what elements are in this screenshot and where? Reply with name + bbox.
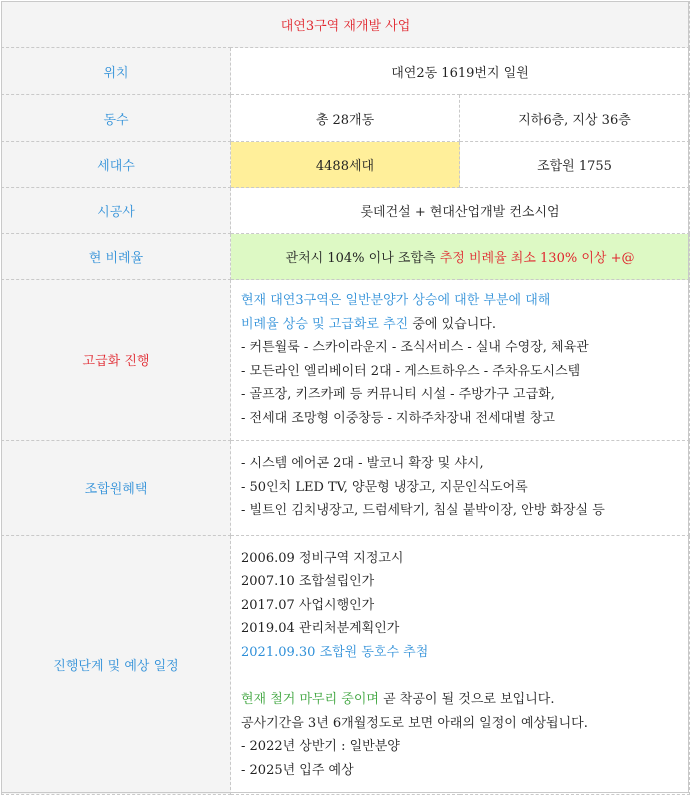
row-households <box>2 142 690 188</box>
premium-highlight: 비례율 상승 및 고급화로 추진 <box>241 316 409 332</box>
label-households: 세대수 <box>2 142 231 188</box>
project-info-table <box>1 1 690 795</box>
label-premium: 고급화 진행 <box>2 280 231 441</box>
ratio-highlight: 추정 비례율 최소 130% 이상 +@ <box>439 251 635 266</box>
value-constructor: 롯데건설 + 현대산업개발 컨소시엄 <box>231 188 690 234</box>
table-title: 대연3구역 재개발 사업 <box>2 2 690 48</box>
history-item: 2007.10 조합설립인가 <box>241 574 375 590</box>
schedule-note: 공사기간을 3년 6개월정도로 보면 아래의 일정이 예상됩니다. <box>241 715 588 731</box>
ratio-text: 관처시 104% 이나 조합측 <box>285 251 440 266</box>
premium-bullet: - 골프장, 키즈카페 등 커뮤니티 시설 - 주방가구 고급화, <box>241 387 555 403</box>
row-constructor <box>2 188 690 234</box>
benefit-bullet: - 빌트인 김치냉장고, 드럼세탁기, 침실 붙박이장, 안방 화장실 등 <box>241 503 605 519</box>
row-ratio <box>2 234 690 280</box>
premium-intro-2 <box>241 313 689 337</box>
value-schedule <box>231 535 690 794</box>
premium-intro: 현재 대연3구역은 일반분양가 상승에 대한 부분에 대해 <box>241 293 551 308</box>
future-item: - 2022년 상반기 : 일반분양 <box>241 739 400 755</box>
row-location <box>2 48 690 95</box>
label-constructor: 시공사 <box>2 188 231 234</box>
history-item: 2017.07 사업시행인가 <box>241 597 375 613</box>
value-building-count: 총 28개동 <box>231 95 460 142</box>
future-item: - 2025년 입주 예상 <box>241 762 354 778</box>
value-floors: 지하6층, 지상 36층 <box>460 95 690 142</box>
benefit-bullet: - 50인치 LED TV, 양문형 냉장고, 지문인식도어록 <box>241 479 528 495</box>
label-ratio: 현 비례율 <box>2 234 231 280</box>
status-suffix: 곧 착공이 될 것으로 보입니다. <box>378 692 555 708</box>
label-benefits: 조합원혜택 <box>2 440 231 535</box>
row-schedule <box>2 535 690 794</box>
premium-bullet: - 전세대 조망형 이중창등 - 지하주차장내 전세대별 창고 <box>241 410 555 426</box>
value-ratio <box>231 234 690 280</box>
value-location: 대연2동 1619번지 일원 <box>231 48 690 95</box>
value-household-count: 4488세대 <box>231 142 460 188</box>
value-premium <box>231 280 690 441</box>
row-premium <box>2 280 690 441</box>
value-members: 조합원 1755 <box>460 142 690 188</box>
premium-suffix: 중에 있습니다. <box>408 316 496 332</box>
benefit-bullet: - 시스템 에어콘 2대 - 발코니 확장 및 샤시, <box>241 456 484 472</box>
spacer <box>241 665 689 689</box>
history-item: 2019.04 관리처분계획인가 <box>241 621 400 637</box>
history-item: 2006.09 정비구역 지정고시 <box>241 550 404 566</box>
row-buildings <box>2 95 690 142</box>
row-benefits <box>2 440 690 535</box>
label-buildings: 동수 <box>2 95 231 142</box>
label-schedule: 진행단계 및 예상 일정 <box>2 535 231 794</box>
value-benefits <box>231 440 690 535</box>
status-highlight: 현재 철거 마무리 중이며 <box>241 692 379 708</box>
status-line <box>241 688 689 712</box>
premium-bullet: - 커튼월룩 - 스카이라운지 - 조식서비스 - 실내 수영장, 체육관 <box>241 340 589 356</box>
premium-bullet: - 모든라인 엘리베이터 2대 - 게스트하우스 - 주차유도시스템 <box>241 363 581 379</box>
history-item-latest: 2021.09.30 조합원 동호수 추첨 <box>241 644 429 660</box>
label-location: 위치 <box>2 48 231 95</box>
